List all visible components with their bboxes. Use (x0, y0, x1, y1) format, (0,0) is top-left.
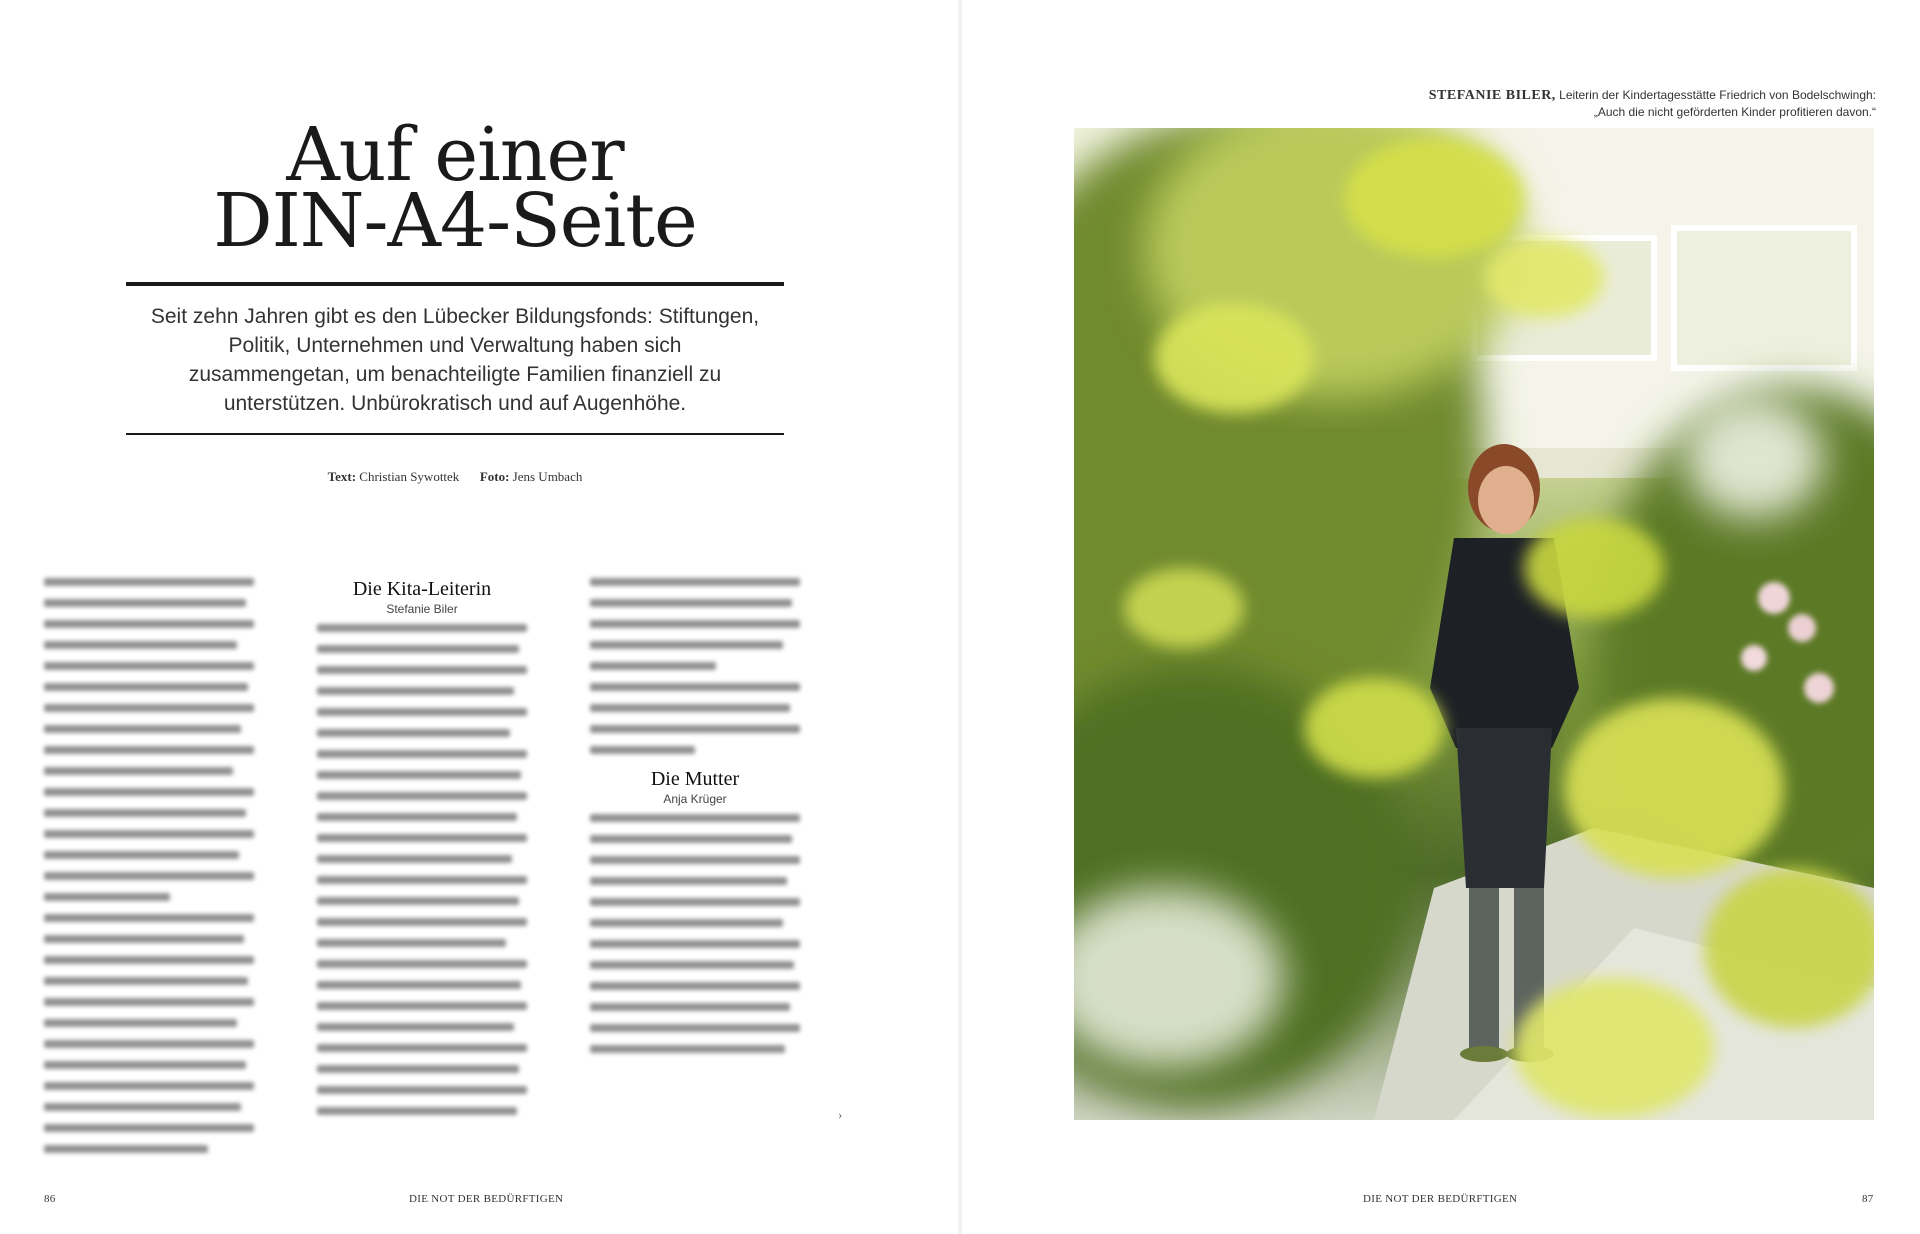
section-name: Stefanie Biler (386, 602, 458, 616)
blurred-text (590, 578, 800, 754)
byline (126, 469, 784, 485)
body-column-1 (44, 578, 254, 1166)
caption-quote: „Auch die nicht geförderten Kinder profitieren davon.“ (1593, 105, 1876, 119)
blurred-text (590, 814, 800, 1053)
body-column-2 (317, 578, 527, 1128)
page-number-right: 87 (1862, 1193, 1874, 1205)
section-title: Die Mutter (650, 768, 740, 790)
caption-role: Leiterin der Kindertagesstätte Friedrich von Bodelschwingh: (1559, 88, 1876, 102)
section-head-kita (317, 578, 527, 616)
photo-credit-label: Foto: (479, 469, 510, 484)
lead-rule (126, 433, 784, 435)
running-title-right: DIE NOT DER BEDÜRFTIGEN (1363, 1193, 1518, 1205)
continue-arrow: › (838, 1107, 843, 1122)
caption-name: STEFANIE BILER, (1428, 88, 1556, 103)
body-column-3 (590, 578, 800, 1066)
blurred-text (317, 624, 527, 1115)
section-title: Die Kita-Leiterin (352, 578, 492, 600)
photo-caption (1236, 87, 1876, 121)
headline-rule (126, 282, 784, 286)
section-name: Anja Krüger (663, 792, 727, 806)
page-number-left: 86 (44, 1193, 56, 1205)
page-gutter (958, 0, 962, 1234)
lead-paragraph: Seit zehn Jahren gibt es den Lübecker Bildungsfonds: Stiftungen, Politik, Unternehmen und Verwaltung haben sich zusammengetan, um benachteiligte Familien finanziell zu unterstützen. Unbürokratisch und auf Augenhöhe. (150, 305, 760, 415)
section-head-mutter (590, 768, 800, 806)
text-credit-label: Text: (327, 469, 357, 484)
headline-line-1: Auf einer (286, 112, 624, 198)
woman-in-garden-photo (1074, 128, 1874, 1120)
text-credit-author: Christian Sywottek (359, 469, 460, 484)
running-title-left: DIE NOT DER BEDÜRFTIGEN (409, 1193, 564, 1205)
photo-credit-author: Jens Umbach (512, 469, 583, 484)
headline (126, 112, 784, 264)
headline-line-2: DIN-A4-Seite (213, 178, 697, 264)
